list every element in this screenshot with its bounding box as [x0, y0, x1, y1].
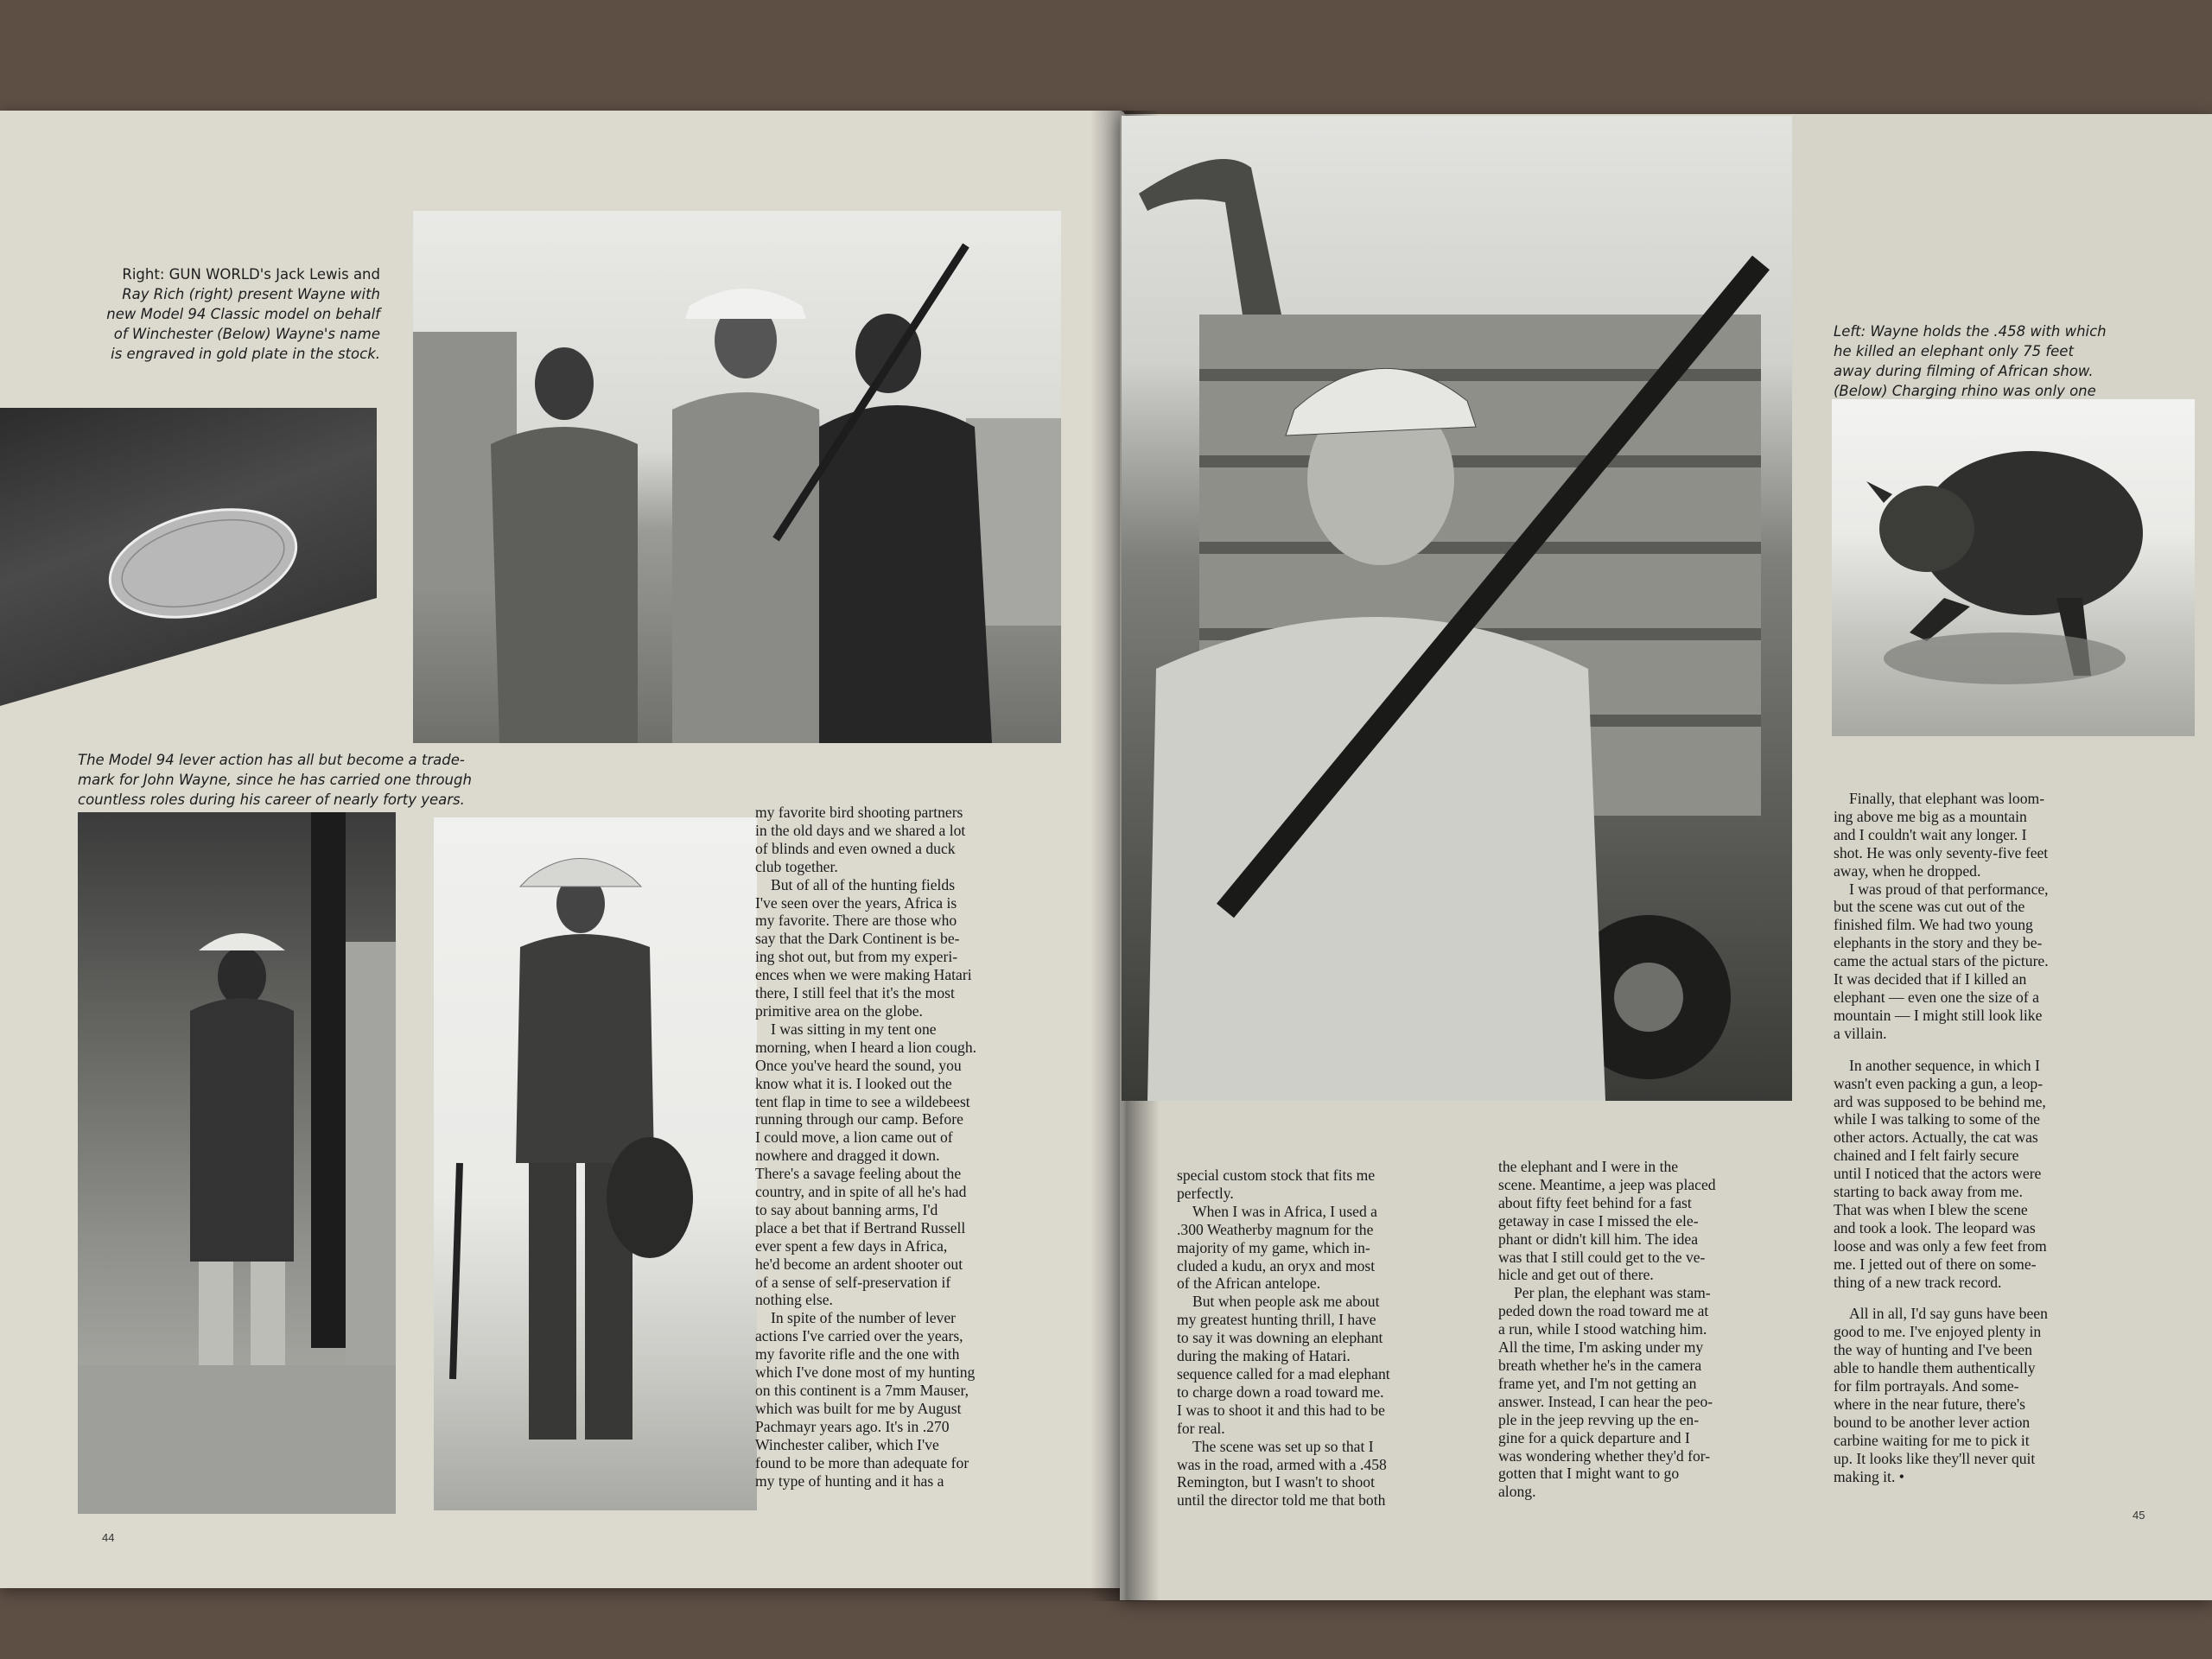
text-line: running through our camp. Before: [755, 1110, 963, 1128]
text-line: was that I still could get to the ve-: [1498, 1248, 1706, 1266]
text-line: was wondering whether they'd for-: [1498, 1446, 1711, 1465]
caption-presentation: Right: GUN WORLD's Jack Lewis and Ray Rich (right) present Wayne with new Model 94 Classic model on behalf of Winchester (Below) Wayne's name is engraved in gold plate in the stock.: [106, 266, 380, 362]
text-line: a villain.: [1834, 1024, 1887, 1042]
text-line: for real.: [1177, 1419, 1225, 1437]
text-line: away, when he dropped.: [1834, 861, 1981, 880]
text-line: ple in the jeep revving up the en-: [1498, 1410, 1700, 1428]
left-page-column: [755, 804, 1075, 1490]
engraved-stock-photo: [0, 408, 377, 710]
text-line: gotten that I might want to go: [1498, 1465, 1680, 1483]
text-line: ever spent a few days in Africa,: [755, 1236, 948, 1255]
wayne-western-photo-right: [434, 817, 757, 1510]
text-line: Per plan, the elephant was stam-: [1514, 1284, 1711, 1302]
text-line: to say it was downing an elephant: [1177, 1329, 1383, 1347]
text-line: But of all of the hunting fields: [771, 875, 956, 893]
right-page-column-2: [1498, 1158, 1801, 1501]
text-line: That was when I blew the scene: [1834, 1200, 2028, 1218]
text-line: on this continent is a 7mm Mauser,: [755, 1382, 969, 1399]
text-line: majority of my game, which in-: [1177, 1238, 1370, 1256]
text-line: getaway in case I missed the ele-: [1498, 1211, 1699, 1230]
text-line: which was built for me by August: [755, 1399, 962, 1417]
text-line: able to handle them authentically: [1834, 1359, 2036, 1377]
text-line: say that the Dark Continent is be-: [755, 930, 960, 948]
text-line: actions I've carried over the years,: [755, 1327, 963, 1345]
text-line: I was sitting in my tent one: [771, 1020, 937, 1038]
text-line: wasn't even packing a gun, a leop-: [1834, 1074, 2044, 1092]
text-line: shot. He was only seventy-five feet: [1834, 843, 2049, 861]
text-line: In another sequence, in which I: [1849, 1056, 2040, 1074]
text-line: the elephant and I were in the: [1498, 1158, 1679, 1175]
text-line: special custom stock that fits me: [1177, 1166, 1376, 1184]
text-line: other actors. Actually, the cat was: [1834, 1128, 2038, 1147]
text-line: to charge down a road toward me.: [1177, 1382, 1384, 1401]
charging-rhino-photo: [1832, 399, 2195, 736]
text-line: peded down the road toward me at: [1498, 1302, 1709, 1320]
text-line: where in the near future, there's: [1834, 1395, 2026, 1413]
text-line: scene. Meantime, a jeep was placed: [1498, 1175, 1716, 1193]
text-line: my favorite bird shooting partners: [755, 804, 963, 821]
text-line: along.: [1498, 1483, 1536, 1501]
text-line: answer. Instead, I can hear the peo-: [1498, 1392, 1713, 1410]
text-line: sequence called for a mad elephant: [1177, 1364, 1390, 1382]
text-line: The scene was set up so that I: [1192, 1437, 1374, 1455]
wayne-western-photo-left: [78, 812, 396, 1514]
text-line: I was proud of that performance,: [1849, 880, 2049, 898]
text-line: my favorite. There are those who: [755, 912, 957, 930]
text-line: ard was supposed to be behind me,: [1834, 1092, 2046, 1110]
text-line: When I was in Africa, I used a: [1192, 1202, 1377, 1220]
text-line: for film portrayals. And some-: [1834, 1377, 2019, 1395]
text-line: about fifty feet behind for a fast: [1498, 1193, 1692, 1211]
text-line: nothing else.: [755, 1291, 833, 1309]
text-line: cluded a kudu, an oryx and most: [1177, 1256, 1376, 1274]
text-line: perfectly.: [1177, 1184, 1234, 1202]
text-line: All in all, I'd say guns have been: [1849, 1305, 2048, 1323]
page-number-left: 44: [102, 1531, 115, 1544]
text-line: good to me. I've enjoyed plenty in: [1834, 1323, 2042, 1341]
text-line: me. I jetted out of there on some-: [1834, 1255, 2037, 1273]
text-line: Winchester caliber, which I've: [755, 1435, 939, 1453]
text-line: and took a look. The leopard was: [1834, 1218, 2036, 1236]
text-line: found to be more than adequate for: [755, 1453, 969, 1471]
text-line: thing of a new track record.: [1834, 1273, 2002, 1291]
text-line: elephants in the story and they be-: [1834, 934, 2043, 952]
text-line: until the director told me that both: [1177, 1491, 1386, 1510]
text-line: during the making of Hatari.: [1177, 1347, 1351, 1365]
text-line: All the time, I'm asking under my: [1498, 1338, 1704, 1357]
text-line: until I noticed that the actors were: [1834, 1165, 2042, 1183]
text-line: there, I still feel that it's the most: [755, 984, 955, 1002]
text-line: ing shot out, but from my experi-: [755, 948, 958, 966]
text-line: my favorite rifle and the one with: [755, 1345, 960, 1363]
text-line: breath whether he's in the camera: [1498, 1356, 1702, 1374]
text-line: hicle and get out of there.: [1498, 1266, 1654, 1284]
text-line: club together.: [755, 857, 838, 875]
text-line: know what it is. I looked out the: [755, 1074, 952, 1092]
text-line: gine for a quick departure and I: [1498, 1428, 1690, 1446]
text-line: It was decided that if I killed an: [1834, 970, 2027, 988]
text-line: while I was talking to some of the: [1834, 1110, 2040, 1128]
page-number-right: 45: [2133, 1509, 2145, 1522]
text-line: In spite of the number of lever: [771, 1309, 956, 1327]
text-line: Finally, that elephant was loom-: [1849, 790, 2045, 807]
presentation-group-photo: [413, 211, 1061, 743]
text-line: chained and I felt fairly secure: [1834, 1147, 2019, 1165]
caption-wayne-458: Left: Wayne holds the .458 with which he killed an elephant only 75 feet away during filming of African show. (Below) Charging rhino was only one: [1834, 323, 2107, 399]
text-line: phant or didn't kill him. The idea: [1498, 1230, 1699, 1248]
text-line: mountain — I might still look like: [1834, 1006, 2043, 1024]
text-line: tent flap in time to see a wildebeest: [755, 1092, 970, 1110]
text-line: ing above me big as a mountain: [1834, 807, 2027, 825]
text-line: bound to be another lever action: [1834, 1413, 2031, 1431]
text-line: my greatest hunting thrill, I have: [1177, 1311, 1376, 1329]
text-line: he'd become an ardent shooter out: [755, 1255, 963, 1273]
text-line: a run, while I stood watching him.: [1498, 1320, 1707, 1338]
text-line: primitive area on the globe.: [755, 1001, 923, 1020]
text-line: carbine waiting for me to pick it: [1834, 1431, 2030, 1449]
text-line: I've seen over the years, Africa is: [755, 893, 957, 912]
text-line: But when people ask me about: [1192, 1293, 1380, 1311]
text-line: ences when we were making Hatari: [755, 966, 972, 984]
text-line: Once you've heard the sound, you: [755, 1056, 962, 1074]
text-line: was in the road, armed with a .458: [1177, 1455, 1387, 1473]
text-line: and I couldn't wait any longer. I: [1834, 825, 2027, 843]
text-line: morning, when I heard a lion cough.: [755, 1038, 977, 1056]
right-page-column-3: [1834, 790, 2153, 1486]
text-line: of the African antelope.: [1177, 1274, 1321, 1293]
text-line: I was to shoot it and this had to be: [1177, 1401, 1385, 1419]
text-line: but the scene was cut out of the: [1834, 898, 2025, 916]
text-line: finished film. We had two young: [1834, 916, 2033, 934]
text-line: the way of hunting and I've been: [1834, 1341, 2032, 1359]
text-line: my type of hunting and it has a: [755, 1471, 944, 1490]
text-line: frame yet, and I'm not getting an: [1498, 1374, 1697, 1392]
text-line: elephant — even one the size of a: [1834, 988, 2039, 1006]
text-line: to say about banning arms, I'd: [755, 1200, 938, 1218]
text-line: nowhere and dragged it down.: [755, 1147, 940, 1165]
text-line: There's a savage feeling about the: [755, 1165, 962, 1183]
text-line: in the old days and we shared a lot: [755, 821, 966, 839]
text-line: place a bet that if Bertrand Russell: [755, 1218, 966, 1236]
wayne-rifle-giraffe-photo: [1122, 116, 1792, 1101]
caption-model94: The Model 94 lever action has all but become a trade- mark for John Wayne, since he has carried one through countless roles during his career of nearly forty years.: [78, 752, 472, 808]
text-line: Remington, but I wasn't to shoot: [1177, 1473, 1375, 1491]
text-line: country, and in spite of all he's had: [755, 1183, 967, 1201]
text-line: I could move, a lion came out of: [755, 1128, 953, 1147]
text-line: Pachmayr years ago. It's in .270: [755, 1417, 950, 1435]
right-page-column-1: [1177, 1166, 1471, 1510]
text-line: starting to back away from me.: [1834, 1183, 2023, 1201]
stock-illustration: [0, 408, 377, 710]
text-line: of a sense of self-preservation if: [755, 1273, 951, 1291]
text-line: up. It looks like they'll never quit: [1834, 1449, 2036, 1467]
text-line: loose and was only a few feet from: [1834, 1236, 2047, 1255]
text-line: making it. •: [1834, 1467, 1904, 1485]
text-line: .300 Weatherby magnum for the: [1177, 1220, 1374, 1238]
text-line: came the actual stars of the picture.: [1834, 952, 2049, 970]
text-line: which I've done most of my hunting: [755, 1363, 976, 1382]
text-line: of blinds and even owned a duck: [755, 839, 956, 857]
